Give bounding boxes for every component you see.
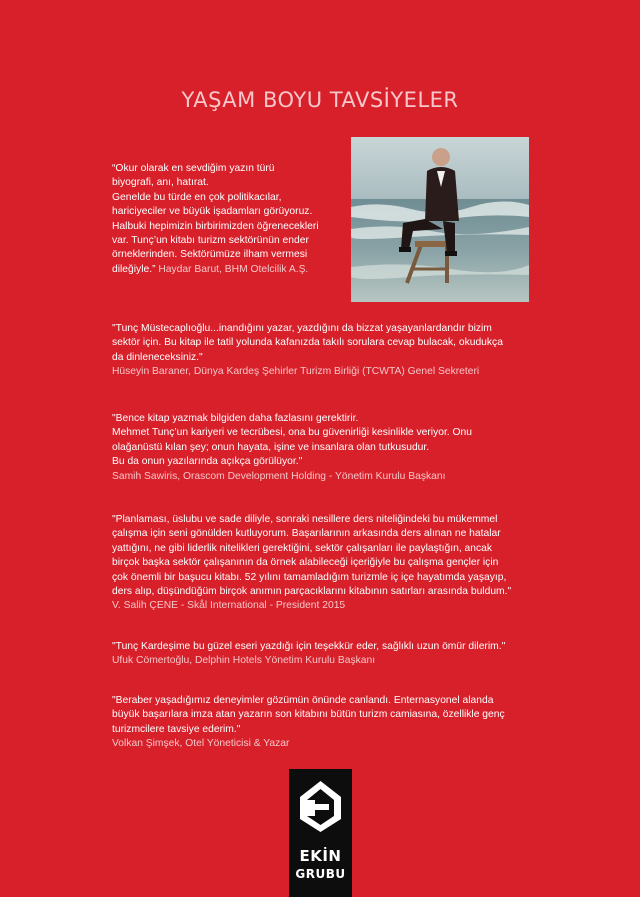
quote-1 [112, 162, 344, 277]
author-sitting-in-sea-photo-icon [351, 137, 529, 302]
quote-author: Volkan Şimşek, Otel Yöneticisi & Yazar [112, 738, 290, 750]
page-title: YAŞAM BOYU TAVSİYELER [181, 88, 459, 112]
publisher-logo [289, 769, 352, 897]
quote-6 [112, 694, 532, 752]
quote-3 [112, 412, 532, 484]
author-photo [351, 137, 529, 302]
quote-author: Ufuk Cömertoğlu, Delphin Hotels Yönetim Kurulu Başkanı [112, 655, 376, 667]
quote-text: "Tunç Müstecaplıoğlu...inandığını yazar, yazdığını da bizzat yaşayanlardandır bizim sektör için. Bu kitap ile tatil yolunda kafanızda takılı sorulara cevap bulacak, okudukça da dinleneceksiniz." [112, 323, 503, 363]
quote-author: Hüseyin Baraner, Dünya Kardeş Şehirler Turizm Birliği (TCWTA) Genel Sekreteri [112, 366, 480, 378]
quote-5 [112, 640, 532, 669]
quote-text: "Planlaması, üslubu ve sade diliyle, sonraki nesillere ders niteliğindeki bu mükemmel çalışma için seni gönülden kutluyorum. Başarılarının arkasında ders alınan ne hatalar yattığını, ne gibi liderlik nitelikleri gerektiğini, sektör çalışanları ile paylaştığın, ancak birçok başka sektör çalışanının da örnek alabileceği içeriğiyle bu çalışma gençler için çok önemli bir başucu kitabı. 52 yılını tamamladığım turizmle iç içe hayatımda yaşayıp, ders alıp, düşündüğüm birçok anımın parçacıklarını kitabının satırları arasında buldum." [112, 514, 512, 598]
quote-text: "Beraber yaşadığımız deneyimler gözümün önünde canlandı. Enternasyonel alanda büyük başarılara imza atan yazarın son kitabını bütün turizm camiasına, özellikle genç turizmcilere tavsiye ederim." [112, 695, 505, 735]
quote-author: Samih Sawiris, Orascom Development Holding - Yönetim Kurulu Başkanı [112, 470, 446, 482]
quote-text: “Okur olarak en sevdiğim yazın türü biyografi, anı, hatırat. Genelde bu türde en çok politikacılar, hariciyeciler ve büyük işadamları görüyoruz. Halbuki hepimizin birbirimizden öğrenecekleri var. Tunç’un kitabı turizm sektörünün ender örneklerinden. Sektörümüze ilham vermesi dileğiyle.” [112, 163, 319, 275]
ekin-grubu-logo-icon [297, 779, 344, 834]
quote-author: Haydar Barut, BHM Otelcilik A.Ş. [158, 263, 309, 275]
quote-4 [112, 513, 532, 614]
quote-text: "Bence kitap yazmak bilgiden daha fazlasını gerektirir. Mehmet Tunç’un kariyeri ve tecrübesi, ona bu güvenirliği kesinlikle veriyor. Onu olağanüstü kılan şey; onun hayata, işine ve insanlara olan tutkusudur. Bu da onun yazılarında açıkça görülüyor." [112, 413, 472, 468]
logo-text-grubu: GRUBU [295, 867, 346, 881]
logo-text-ekin: EKİN [299, 847, 342, 865]
quote-text: "Tunç Kardeşime bu güzel eseri yazdığı için teşekkür eder, sağlıklı uzun ömür dilerim." [112, 641, 506, 652]
quote-2 [112, 322, 532, 380]
quote-author: V. Salih ÇENE - Skål International - President 2015 [112, 600, 346, 612]
